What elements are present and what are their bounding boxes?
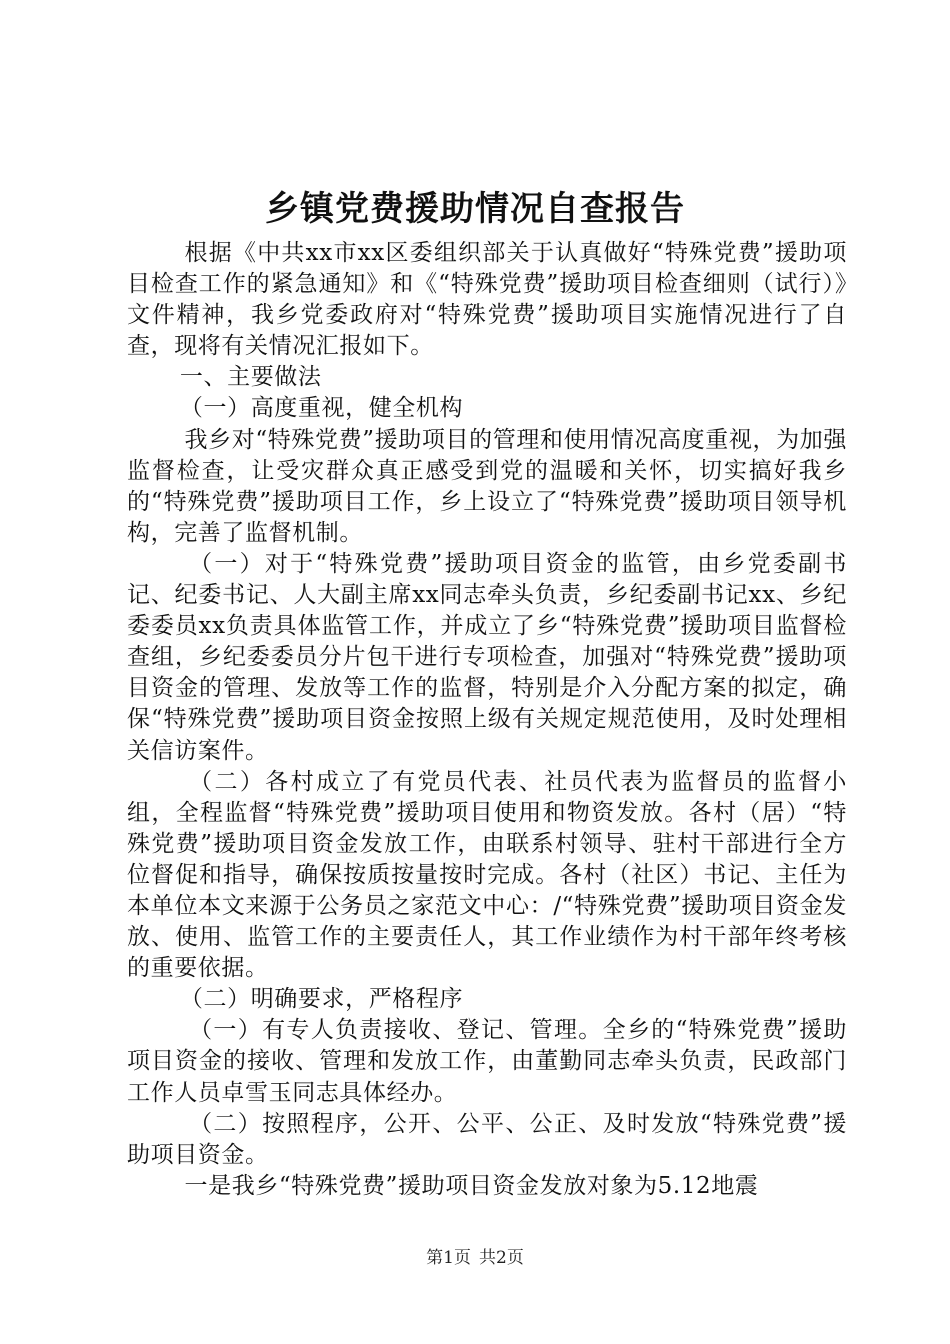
page-footer — [0, 1243, 950, 1268]
document-body — [127, 238, 847, 1202]
subheading-requirements-procedures: （二）明确要求，严格程序 — [179, 986, 464, 1013]
page-total: 共2页 — [479, 1248, 524, 1268]
paragraph-village-groups: （二）各村成立了有党员代表、社员代表为监督员的监督小组，全程监督“特殊党费”援助项目使用和物资发放。各村（居）“特殊党费”援助项目资金发放工作，由联系村领导、驻村干部进行全方位督促和指导，确保按质按量按时完成。各村（社区）书记、主任为本单位本文来源于公务员之家范文中心：/“特殊党费”援助项目资金发放、使用、监管工作的主要责任人，其工作业绩作为村干部年终考核的重要依据。 — [127, 768, 847, 982]
paragraph-distribution-targets: 一是我乡“特殊党费”援助项目资金发放对象为5.12地震 — [184, 1172, 759, 1199]
paragraph-fair-distribution: （二）按照程序，公开、公平、公正、及时发放“特殊党费”援助项目资金。 — [127, 1110, 847, 1168]
paragraph-intro: 根据《中共xx市xx区委组织部关于认真做好“特殊党费”援助项目检查工作的紧急通知》和《“特殊党费”援助项目检查细则（试行）》文件精神，我乡党委政府对“特殊党费”援助项目实施情况进行了自查，现将有关情况汇报如下。 — [127, 240, 847, 360]
paragraph-dedicated-staff: （一）有专人负责接收、登记、管理。全乡的“特殊党费”援助项目资金的接收、管理和发放工作，由董勤同志牵头负责，民政部门工作人员卓雪玉同志具体经办。 — [127, 1017, 847, 1106]
document-title: 乡镇党费援助情况自查报告 — [265, 189, 685, 229]
paragraph-attention: 我乡对“特殊党费”援助项目的管理和使用情况高度重视，为加强监督检查，让受灾群众真正感受到党的温暖和关怀，切实搞好我乡的“特殊党费”援助项目工作，乡上设立了“特殊党费”援助项目领导机构，完善了监督机制。 — [127, 426, 847, 546]
subheading-attention-organization: （一）高度重视，健全机构 — [179, 395, 464, 422]
page-number: 第1页 — [426, 1248, 471, 1268]
paragraph-supervision: （一）对于“特殊党费”援助项目资金的监管，由乡党委副书记、纪委书记、人大副主席xx同志牵头负责，乡纪委副书记xx、乡纪委委员xx负责具体监管工作，并成立了乡“特殊党费”援助项目监督检查组，乡纪委委员分片包干进行专项检查，加强对“特殊党费”援助项目资金的管理、发放等工作的监督，特别是介入分配方案的拟定，确保“特殊党费”援助项目资金按照上级有关规定规范使用，及时处理相关信访案件。 — [127, 550, 847, 764]
section-heading-main-practices: 一、主要做法 — [179, 364, 322, 391]
